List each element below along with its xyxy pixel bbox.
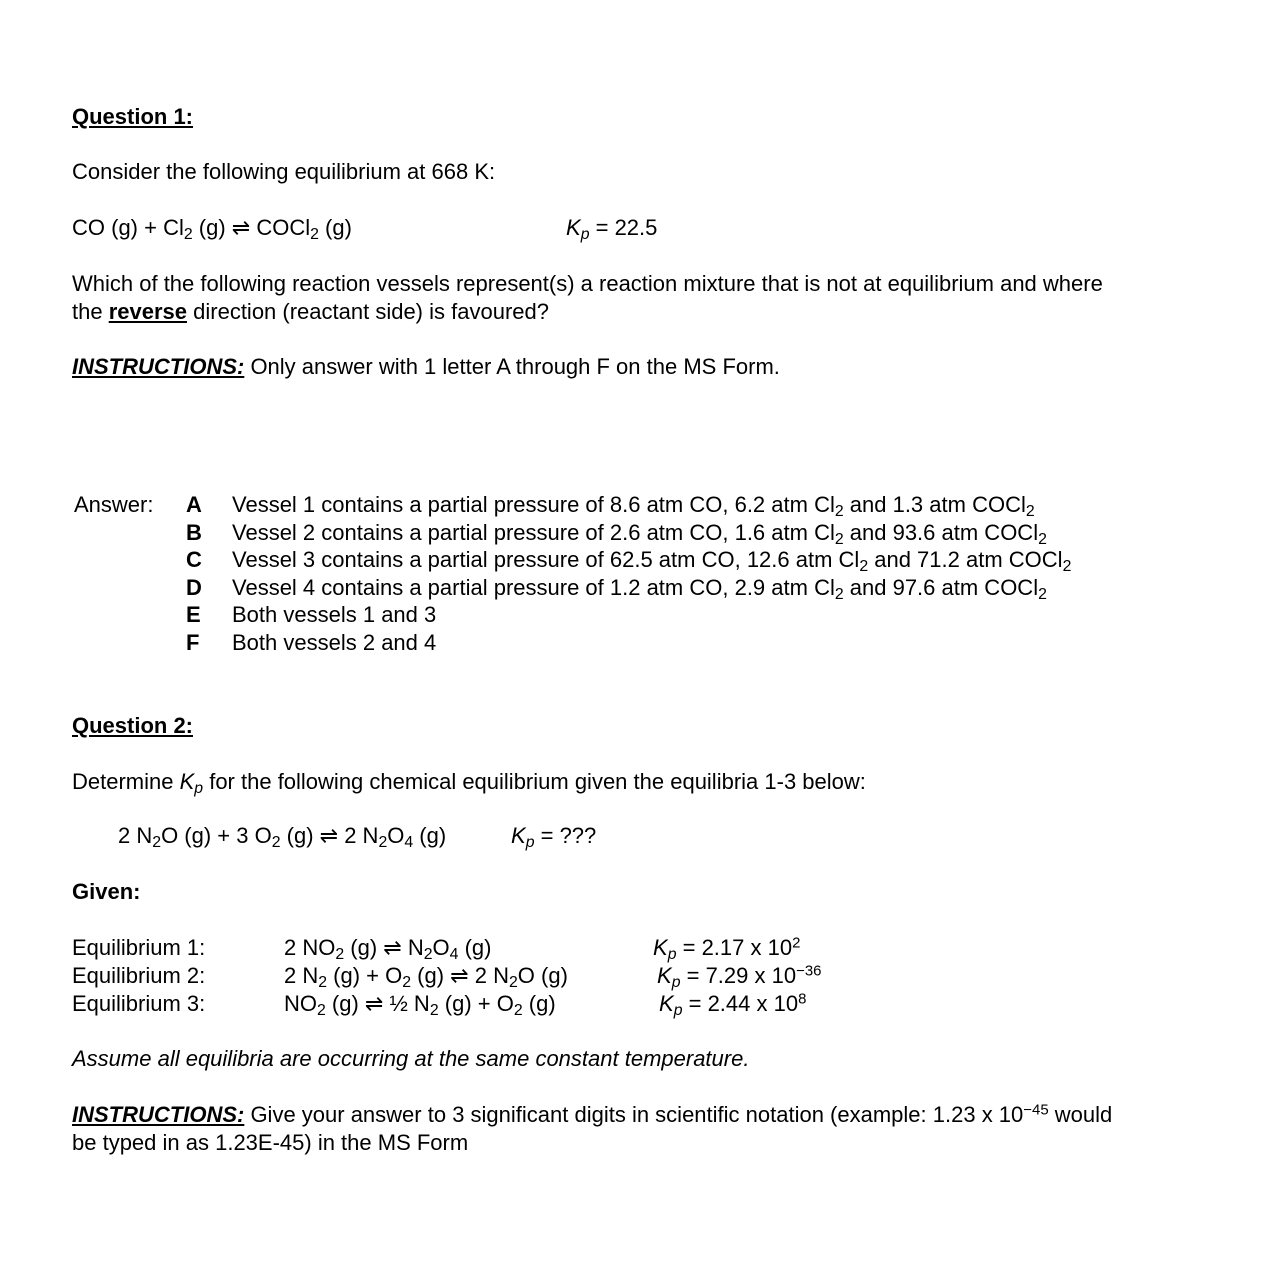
answer-label: Answer:	[74, 492, 154, 517]
question-2-instructions-line1: INSTRUCTIONS: Give your answer to 3 significant digits in scientific notation (example: 1.23 x $10^{-45}$ would	[72, 1101, 1113, 1127]
equilibrium-2-label: Equilibrium 2:	[72, 963, 206, 988]
answer-option-d: D Vessel 4 contains a partial pressure of 1.2 atm CO, 2.9 atm $Cl_2$ and 97.6 atm COCl$_2$	[186, 575, 1047, 603]
equilibrium-1-reaction: 2 $NO_2$ (g) ⇌ $N_2O_4$ (g)	[284, 935, 492, 963]
question-1-reaction: CO $(g) + Cl_2$ (g) ⇌ COCl$_2$ (g)	[72, 215, 352, 243]
question-1-intro: Consider the following equilibrium at 668 K:	[72, 159, 496, 184]
answer-option-e: E Both vessels 1 and 3	[186, 602, 437, 627]
question-2-heading: Question 2:	[72, 713, 194, 738]
answer-option-b: B Vessel 2 contains a partial pressure of 2.6 atm CO, 1.6 atm $Cl_2$ and 93.6 atm COCl$_2$	[186, 520, 1047, 548]
answer-option-c: C Vessel 3 contains a partial pressure of 62.5 atm CO, 12.6 atm $Cl_2$ and 71.2 atm COCl$_2$	[186, 547, 1072, 575]
question-1-text-line1: Which of the following reaction vessels represent(s) a reaction mixture that is not at equilibrium and where	[72, 271, 1103, 296]
answer-option-a: A Vessel 1 contains a partial pressure of 8.6 atm CO, 6.2 atm $Cl_2$ and 1.3 atm COCl$_2$	[186, 492, 1035, 520]
equilibrium-3-label: Equilibrium 3:	[72, 991, 206, 1016]
question-1-instructions: INSTRUCTIONS: Only answer with 1 letter A through F on the MS Form.	[72, 354, 780, 379]
question-1-heading: Question 1:	[72, 104, 194, 129]
question-1-kp: $K_p = 22.5$	[566, 215, 658, 243]
question-2-target-reaction: 2 $N_2O$ (g) + 3 $O_2$ (g) ⇌ 2 $N_2O_4$ (g)	[118, 823, 447, 851]
equilibrium-1-label: Equilibrium 1:	[72, 935, 206, 960]
equilibrium-2-kp: $K_p = 7.29$ x $10^{-36}$	[657, 962, 822, 991]
reverse-emphasis: reverse	[108, 299, 188, 324]
equilibrium-3-reaction: $NO_2$ (g) ⇌ ½ $N_2$ $(g) + O_2$ (g)	[284, 991, 556, 1019]
assumption-note: Assume all equilibria are occurring at the same constant temperature.	[72, 1046, 750, 1071]
given-label: Given:	[72, 879, 141, 904]
equilibrium-3-kp: $K_p = 2.44$ x $10^8$	[659, 990, 807, 1019]
question-2-instructions-line2: be typed in as 1.23E-45) in the MS Form	[72, 1130, 469, 1155]
question-2-target-kp: $K_p$ = ???	[511, 823, 597, 851]
equilibrium-1-kp: $K_p = 2.17$ x $10^2$	[653, 934, 801, 963]
question-1-text-line2: the reverse direction (reactant side) is favoured?	[72, 299, 549, 324]
answer-option-f: F Both vessels 2 and 4	[186, 630, 437, 655]
equilibrium-2-reaction: 2 $N_2$ $(g) + O_2$ (g) ⇌ 2 $N_2O$ (g)	[284, 963, 568, 991]
question-2-intro: Determine $K_p$ for the following chemical equilibrium given the equilibria 1-3 below:	[72, 769, 866, 797]
